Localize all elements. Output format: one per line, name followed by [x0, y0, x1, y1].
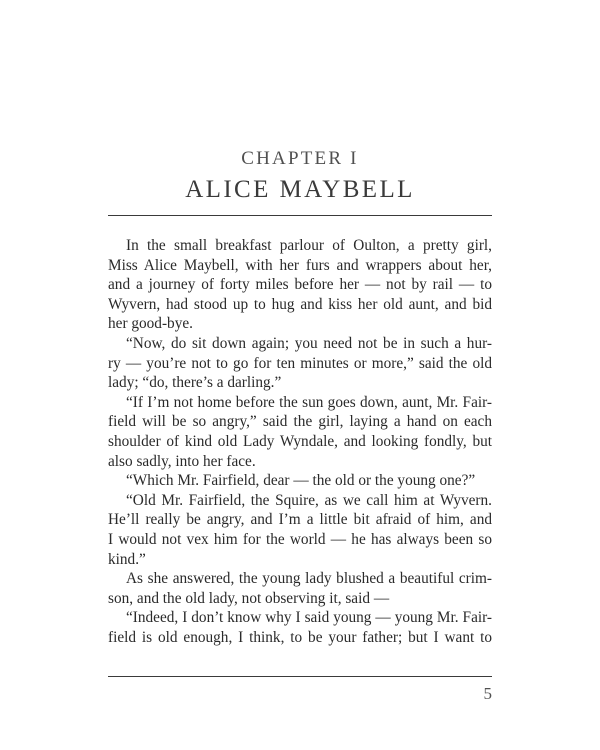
chapter-label: CHAPTER I [241, 148, 359, 169]
chapter-title: ALICE MAYBELL [185, 176, 415, 203]
text-line: “If I’m not home before the sun goes down, aunt, Mr. Fair- [126, 393, 492, 411]
text-line: I would not vex him for the world — he has always been so [108, 530, 492, 548]
footer-rule [108, 676, 492, 677]
text-line: In the small breakfast parlour of Oulton, a pretty girl, [126, 237, 492, 254]
text-line: Wyvern, had stood up to hug and kiss her old aunt, and bid [108, 295, 492, 313]
text-line: He’ll really be angry, and I’m a little bit afraid of him, and [108, 511, 492, 529]
text-line: field will be so angry,” said the girl, laying a hand on each [108, 413, 492, 431]
text-line: As she answered, the young lady blushed a beautiful crim- [126, 570, 492, 588]
text-line: ry — you’re not to go for ten minutes or more,” said the old [108, 354, 492, 372]
body-text [108, 236, 492, 647]
text-line: shoulder of kind old Lady Wyndale, and looking fondly, but [108, 432, 492, 450]
text-line: Miss Alice Maybell, with her furs and wrappers about her, [108, 256, 492, 274]
text-line: her good-bye. [108, 315, 193, 333]
page-number: 5 [483, 684, 492, 703]
text-line: field is old enough, I think, to be your father; but I want to [108, 628, 492, 646]
text-line: “Which Mr. Fairfield, dear — the old or the young one?” [126, 472, 476, 490]
text-line: son, and the old lady, not observing it, said — [108, 589, 390, 607]
text-line: “Old Mr. Fairfield, the Squire, as we call him at Wyvern. [126, 491, 492, 509]
text-line: lady; “do, there’s a darling.” [108, 374, 282, 392]
text-line: “Indeed, I don’t know why I said young — young Mr. Fair- [126, 609, 492, 627]
text-line: and a journey of forty miles before her — not by rail — to [108, 276, 492, 294]
text-line: also sadly, into her face. [108, 452, 256, 470]
title-rule [108, 215, 492, 216]
text-line: “Now, do sit down again; you need not be in such a hur- [126, 334, 492, 352]
text-line: kind.” [108, 550, 146, 568]
